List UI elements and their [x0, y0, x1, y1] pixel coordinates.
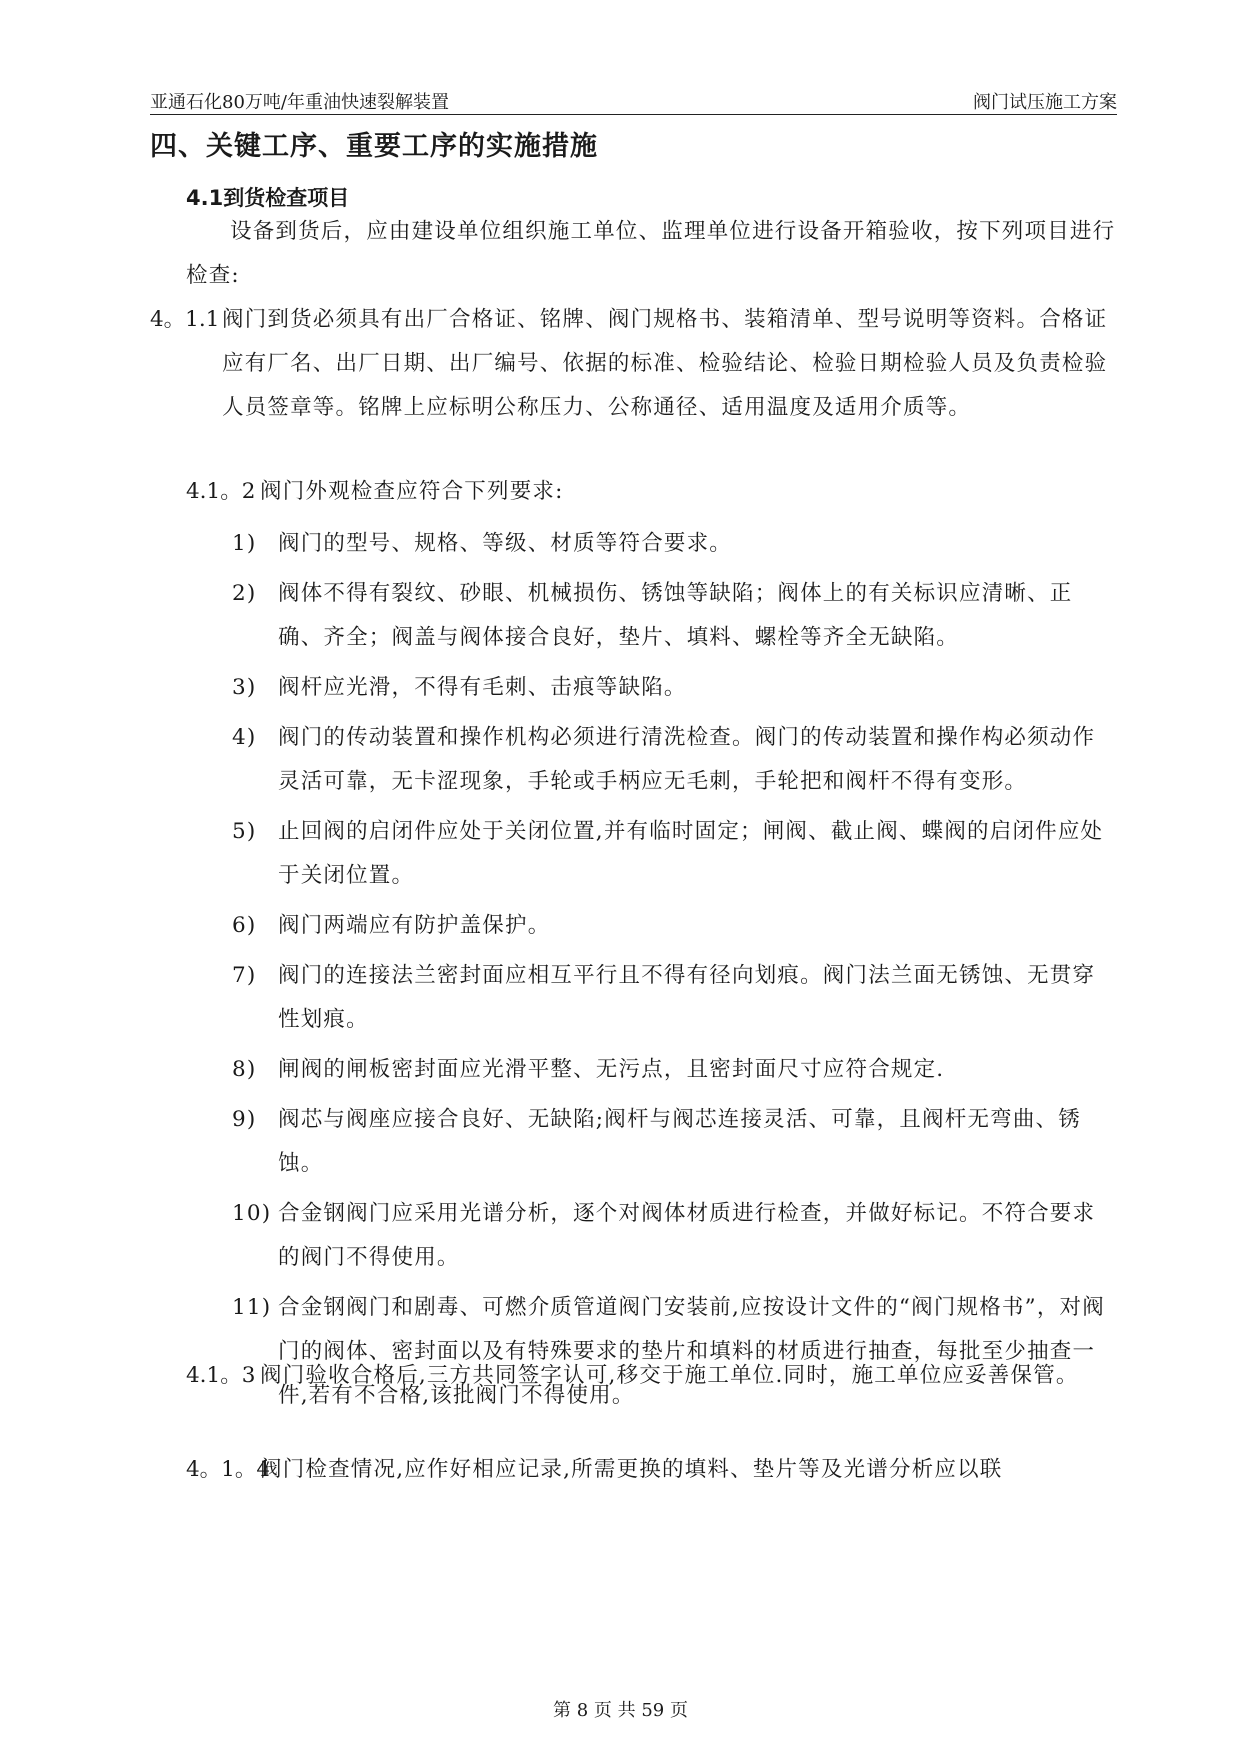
requirements-list — [232, 522, 1116, 1424]
item-4-1-1-text: 阀门到货必须具有出厂合格证、铭牌、阀门规格书、装箱清单、型号说明等资料。合格证应有厂名、出厂日期、出厂编号、依据的标准、检验结论、检验日期检验人员及负责检验人员签章等。铭牌上应标明公称压力、公称通径、适用温度及适用介质等。 — [222, 307, 1108, 420]
requirement-text: 阀门的传动装置和操作机构必须进行清洗检查。阀门的传动装置和操作构必须动作灵活可靠，无卡涩现象，手轮或手柄应无毛刺，手轮把和阀杆不得有变形。 — [278, 725, 1096, 794]
requirement-item — [232, 1286, 1116, 1418]
requirement-number: 3) — [232, 675, 257, 700]
requirement-item — [232, 954, 1116, 1042]
requirement-item — [232, 1192, 1116, 1280]
requirement-item — [232, 666, 1116, 710]
item-4-1-3-text: 阀门验收合格后,三方共同签字认可,移交于施工单位.同时，施工单位应妥善保管。 — [260, 1363, 1079, 1388]
requirement-number: 6) — [232, 913, 257, 938]
item-4-1-4-text: 阀门检查情况,应作好相应记录,所需更换的填料、垫片等及光谱分析应以联 — [260, 1457, 1003, 1482]
item-4-1-1-label: 4。1.1 — [150, 307, 220, 332]
requirement-item — [232, 716, 1116, 804]
requirement-text: 闸阀的闸板密封面应光滑平整、无污点，且密封面尺寸应符合规定. — [278, 1057, 945, 1082]
requirement-number: 7) — [232, 963, 257, 988]
requirement-number: 1) — [232, 531, 257, 556]
header-document-title: 阀门试压施工方案 — [973, 92, 1117, 113]
page-footer: 第 8 页 共 59 页 — [553, 1700, 688, 1721]
requirement-text: 阀体不得有裂纹、砂眼、机械损伤、锈蚀等缺陷；阀体上的有关标识应清晰、正确、齐全；阀盖与阀体接合良好，垫片、填料、螺栓等齐全无缺陷。 — [278, 581, 1073, 650]
item-4-1-3-label: 4.1。3 — [186, 1363, 256, 1388]
requirement-number: 4) — [232, 725, 257, 750]
intro-paragraph: 设备到货后，应由建设单位组织施工单位、监理单位进行设备开箱验收，按下列项目进行检查: — [186, 219, 1116, 288]
requirement-item — [232, 572, 1116, 660]
requirement-item — [232, 522, 1116, 566]
requirement-item — [232, 904, 1116, 948]
requirement-text: 合金钢阀门和剧毒、可燃介质管道阀门安装前,应按设计文件的“阀门规格书”，对阀门的阀体、密封面以及有特殊要求的垫片和填料的材质进行抽查，每批至少抽查一件,若有不合格,该批阀门不得使用。 — [278, 1295, 1105, 1408]
requirement-item — [232, 1048, 1116, 1092]
header-project-name: 亚通石化80万吨/年重油快速裂解装置 — [150, 92, 449, 113]
requirement-text: 合金钢阀门应采用光谱分析，逐个对阀体材质进行检查，并做好标记。不符合要求的阀门不得使用。 — [278, 1201, 1096, 1270]
section-title: 四、关键工序、重要工序的实施措施 — [150, 131, 598, 162]
requirement-number: 2) — [232, 581, 257, 606]
requirement-number: 9) — [232, 1107, 257, 1132]
item-4-1-2-label: 4.1。2 — [186, 479, 256, 504]
subsection-title: 4.1到货检查项目 — [186, 186, 350, 210]
requirement-number: 8) — [232, 1057, 257, 1082]
requirement-text: 止回阀的启闭件应处于关闭位置,并有临时固定；闸阀、截止阀、蝶阀的启闭件应处于关闭位置。 — [278, 819, 1104, 888]
requirement-text: 阀门的型号、规格、等级、材质等符合要求。 — [278, 531, 733, 556]
requirement-number: 11) — [232, 1295, 272, 1320]
requirement-text: 阀杆应光滑，不得有毛刺、击痕等缺陷。 — [278, 675, 687, 700]
requirement-item — [232, 810, 1116, 898]
requirement-text: 阀门的连接法兰密封面应相互平行且不得有径向划痕。阀门法兰面无锈蚀、无贯穿性划痕。 — [278, 963, 1096, 1032]
requirement-text: 阀门两端应有防护盖保护。 — [278, 913, 551, 938]
requirement-number: 10) — [232, 1201, 272, 1226]
requirement-number: 5) — [232, 819, 257, 844]
page-header — [150, 86, 1117, 115]
requirement-text: 阀芯与阀座应接合良好、无缺陷;阀杆与阀芯连接灵活、可靠，且阀杆无弯曲、锈蚀。 — [278, 1107, 1081, 1176]
item-4-1-2-text: 阀门外观检查应符合下列要求: — [260, 479, 564, 504]
item-4-1-4-label: 4。1。4 — [186, 1457, 271, 1482]
requirement-item — [232, 1098, 1116, 1186]
